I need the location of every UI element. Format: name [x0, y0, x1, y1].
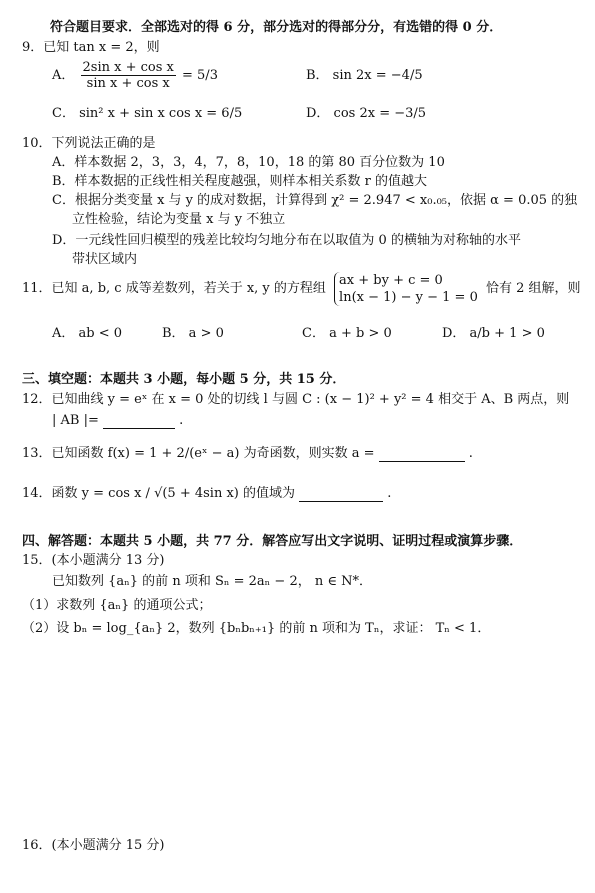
- q10-option-b: B．样本数据的正线性相关程度越强，则样本相关系数 r 的值越大: [52, 174, 428, 189]
- q11-option-a: A． ab < 0: [52, 326, 123, 341]
- q10-stem: 10．下列说法正确的是: [22, 136, 156, 151]
- q15-part-2: （2）设 bₙ = log_{aₙ} 2，数列 {bₙbₙ₊₁} 的前 n 项和为 Tₙ，求证： Tₙ < 1．: [22, 621, 491, 636]
- q9-option-b: B． sin 2x = −4/5: [306, 68, 423, 83]
- q9-stem: 9．已知 tan x = 2，则: [22, 40, 160, 55]
- q13-end: .: [468, 446, 473, 461]
- q14-answer-blank[interactable]: [299, 487, 383, 502]
- q11-equation-2: ln(x − 1) − y − 1 = 0: [339, 290, 478, 305]
- q14-stem: 14．函数 y = cos x / √(5 + 4sin x) 的值域为: [22, 486, 295, 501]
- q11-stem-line: [22, 272, 581, 310]
- q11-option-c: C． a + b > 0: [302, 326, 392, 341]
- q9-a-numerator: 2sin x + cos x: [82, 60, 174, 75]
- section-3-heading: 三、填空题：本题共 3 小题，每小题 5 分，共 15 分．: [22, 372, 346, 387]
- q10-option-d-line2: 带状区域内: [72, 252, 138, 267]
- q14-end: .: [387, 486, 392, 501]
- q9-option-c: C． sin² x + sin x cos x = 6/5: [52, 106, 243, 121]
- q11-option-b: B． a > 0: [162, 326, 224, 341]
- q15-part-1: （1）求数列 {aₙ} 的通项公式；: [22, 598, 212, 613]
- q9-a-label: A．: [52, 68, 75, 83]
- q11-equation-1: ax + by + c = 0: [339, 273, 443, 288]
- q11-stem: 11．已知 a, b, c 成等差数列，若关于 x, y 的方程组: [22, 281, 326, 296]
- q13-line: [22, 446, 473, 462]
- q9-option-a: [52, 60, 218, 96]
- q15-given: 已知数列 {aₙ} 的前 n 项和 Sₙ = 2aₙ − 2， n ∈ N*．: [52, 574, 372, 589]
- q15-heading: 15．(本小题满分 13 分): [22, 553, 165, 568]
- q11-tail: 恰有 2 组解，则: [485, 281, 581, 296]
- q10-option-d-line1: D．一元线性回归模型的残差比较均匀地分布在以取值为 0 的横轴为对称轴的水平: [52, 233, 521, 248]
- q12-line2: [52, 413, 183, 429]
- q10-option-c-line1: C．根据分类变量 x 与 y 的成对数据，计算得到 χ² = 2.947 < x₀.₀₅，依据 α = 0.05 的独: [52, 193, 578, 208]
- q10-option-c-line2: 立性检验，结论为变量 x 与 y 不独立: [72, 212, 286, 227]
- q9-option-d: D． cos 2x = −3/5: [306, 106, 427, 121]
- q14-line: [22, 486, 391, 502]
- q9-a-fraction: [81, 60, 176, 91]
- q9-a-denominator: sin x + cos x: [86, 76, 170, 91]
- q10-option-a: A．样本数据 2，3，3，4，7，8，10，18 的第 80 百分位数为 10: [52, 155, 445, 170]
- q12-answer-blank[interactable]: [103, 414, 175, 429]
- q12-line1: 12．已知曲线 y = eˣ 在 x = 0 处的切线 l 与圆 C : (x − 1)² + y² = 4 相交于 A、B 两点，则: [22, 392, 570, 407]
- q11-option-d: D． a/b + 1 > 0: [442, 326, 545, 341]
- q12-answer-label: | AB |=: [52, 413, 99, 428]
- q12-end: .: [179, 413, 184, 428]
- q9-a-rhs: = 5/3: [182, 68, 218, 83]
- q13-stem: 13．已知函数 f(x) = 1 + 2/(eˣ − a) 为奇函数，则实数 a =: [22, 446, 375, 461]
- q11-equation-system: [334, 272, 478, 306]
- q13-answer-blank[interactable]: [379, 447, 465, 462]
- intro-text: 符合题目要求．全部选对的得 6 分，部分选对的得部分分，有选错的得 0 分．: [50, 20, 503, 35]
- q16-heading: 16．(本小题满分 15 分): [22, 838, 165, 853]
- section-4-heading: 四、解答题：本题共 5 小题，共 77 分．解答应写出文字说明、证明过程或演算步骤．: [22, 534, 523, 549]
